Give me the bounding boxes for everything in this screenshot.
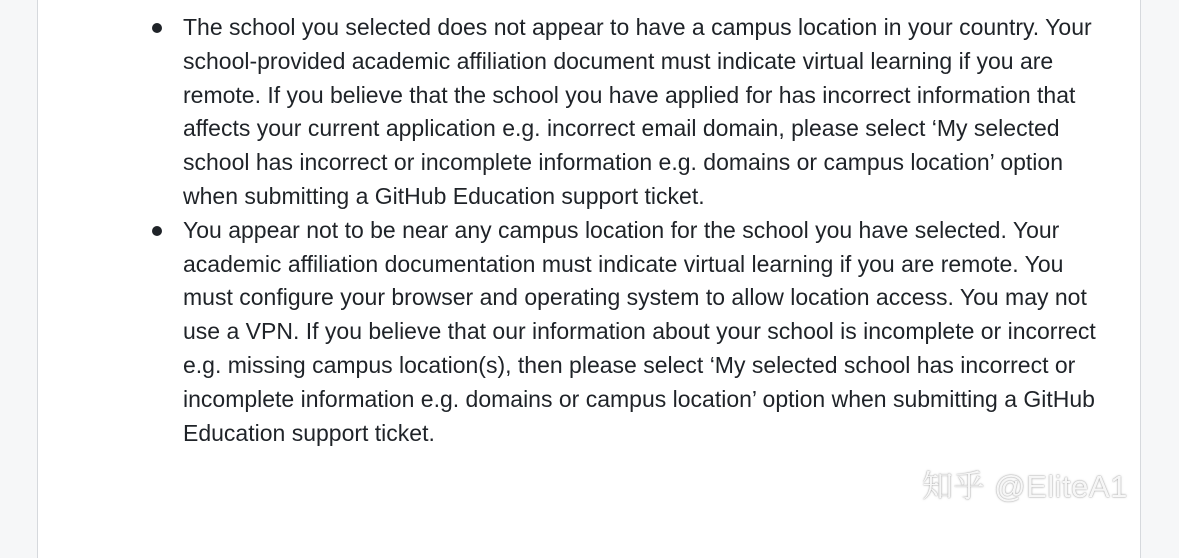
bullet-icon [152, 226, 162, 236]
reason-text: The school you selected does not appear to have a campus location in your country. Your school-provided academic affiliation document must indicate virtual learning if you are remote. If you believe that the school you have applied for has incorrect information that affects your current application e.g. incorrect email domain, please select ‘My selected school has incorrect or incomplete information e.g. domains or campus location’ option when submitting a GitHub Education support ticket. [183, 14, 1092, 209]
rejection-reasons-list [145, 11, 1105, 450]
list-item [145, 214, 1105, 451]
list-item [145, 11, 1105, 214]
watermark: 知乎 @EliteA1 [922, 469, 1128, 504]
reason-text: You appear not to be near any campus location for the school you have selected. Your academic affiliation documentation must indicate virtual learning if you are remote. You must configure your browser and operating system to allow location access. You may not use a VPN. If you believe that our information about your school is incomplete or incorrect e.g. missing campus location(s), then please select ‘My selected school has incorrect or incomplete information e.g. domains or campus location’ option when submitting a GitHub Education support ticket. [183, 216, 1096, 446]
bullet-icon [152, 23, 162, 33]
